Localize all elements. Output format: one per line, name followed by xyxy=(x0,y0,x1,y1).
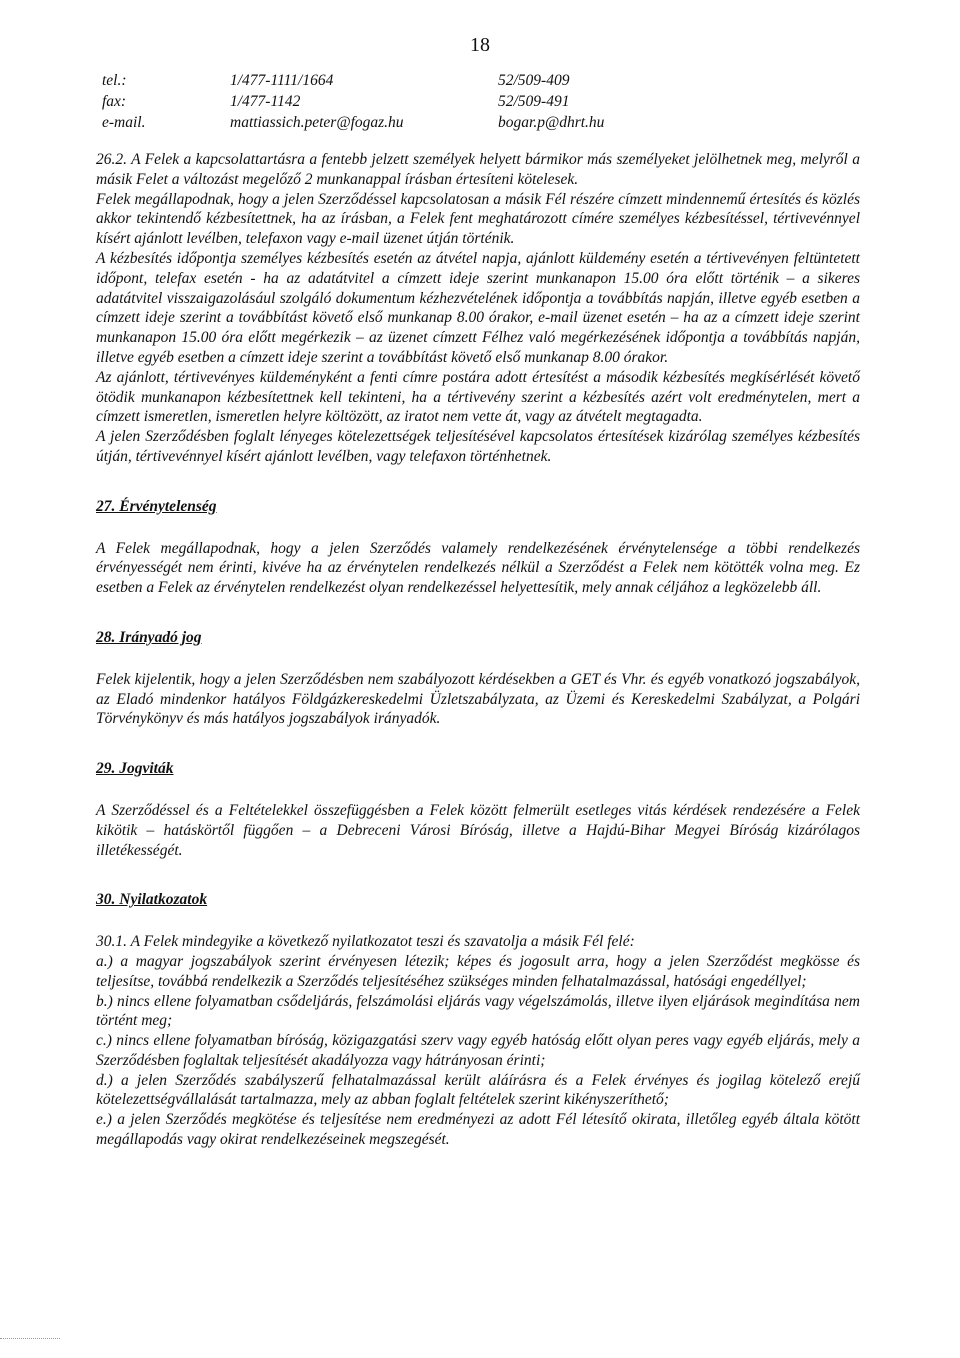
document-body xyxy=(96,150,860,1150)
contact-value: 52/509-491 xyxy=(498,93,570,110)
contact-label: fax: xyxy=(102,93,127,110)
scan-artifact xyxy=(0,1338,60,1340)
contact-value: 1/477-1142 xyxy=(230,93,301,110)
contact-value: 1/477-1111/1664 xyxy=(230,72,334,89)
contact-value: bogar.p@dhrt.hu xyxy=(498,114,605,131)
section-heading-30: 30. Nyilatkozatok xyxy=(96,891,208,909)
paragraph: Felek megállapodnak, hogy a jelen Szerződéssel kapcsolatosan a másik Fél részére címzett mindennemű értesítés és közlés akkor tekintendő kézbesítettnek, ha az írásban, a Felek fent meghatározott címére személyes kézbesítéssel, tértivevénnyel kísért ajánlott levélben, telefaxon vagy e-mail üzenet útján történik. xyxy=(96,190,860,248)
list-item: b.) nincs ellene folyamatban csődeljárás, felszámolási eljárás vagy végelszámolás, illetve ilyen eljárások megindítása nem történt meg; xyxy=(96,992,860,1030)
section-28-text: Felek kijelentik, hogy a jelen Szerződésben nem szabályozott kérdésekben a GET és Vhr. és egyéb vonatkozó jogszabályok, az Eladó mindenkor hatályos Földgázkereskedelmi Üzletszabályzata, az Üzemi és Kereskedelmi Szabályzat, a Polgári Törvénykönyv és más hatályos jogszabályok irányadók. xyxy=(96,670,860,728)
list-item: a.) a magyar jogszabályok szerint érvényesen létezik; képes és jogosult arra, hogy a jelen Szerződést megkösse és teljesítse, továbbá rendelkezik a Szerződés teljesítéséhez szükséges minden felhatalmazással, hatósági engedéllyel; xyxy=(96,952,860,990)
section-30-intro: 30.1. A Felek mindegyike a következő nyilatkozatot teszi és szavatolja a másik Fél felé: xyxy=(96,933,635,951)
page-number: 18 xyxy=(470,34,490,56)
paragraph: A kézbesítés időpontja személyes kézbesítés esetén az átvétel napja, ajánlott küldemény esetén a tértivevényen feltüntetett időpont, telefax esetén - ha az adatátvitel a címzett ideje szerint munkanapon 15.00 óra előtt történik – a sikeres adatátvitel visszaigazolásául szolgáló dokumentum kézhezvételének időpontja a továbbítás napján, illetve egyéb esetben a címzett ideje szerint a továbbítást követő első munkanap 8.00 órakor, e-mail üzenet esetén – ha az a címzett ideje szerint munkanapon 15.00 óra előtt megérkezik – az üzenet címzett Félhez való megérkezésének időpontja a továbbítás napján, illetve egyéb esetben a címzett ideje szerint a továbbítást követő első munkanap 8.00 órakor. xyxy=(96,249,860,366)
list-item: d.) a jelen Szerződés szabályszerű felhatalmazással került aláírásra és a Felek érvényes és jogilag kötelező erejű kötelezettségvállalását tartalmazza, mely az abban foglalt feltételek szerint kikényszeríthető; xyxy=(96,1071,860,1109)
section-26-2 xyxy=(96,150,860,467)
section-heading-28: 28. Irányadó jog xyxy=(96,628,202,646)
paragraph: 26.2. A Felek a kapcsolattartásra a fentebb jelzett személyek helyett bármikor más személyeket jelölhetnek meg, melyről a másik Felet a változást megelőző 2 munkanappal írásban értesíteni kötelesek. xyxy=(96,151,860,188)
paragraph: Az ajánlott, tértivevényes küldeményként a fenti címre postára adott értesítést a második kézbesítés megkísérlését követő ötödik munkanapon kézbesítettnek kell tekinteni, ha a tértivevény szerint a kézbesítés azért volt eredménytelen, mert a címzett ismeretlen, ismeretlen helyre költözött, az iratot nem vette át, vagy az átvételt megtagadta. xyxy=(96,368,860,426)
list-item: e.) a jelen Szerződés megkötése és teljesítése nem eredményezi az adott Fél létesítő okirata, illetőleg egyéb általa kötött megállapodás vagy okirat rendelkezéseinek megszegését. xyxy=(96,1111,860,1149)
section-29-text: A Szerződéssel és a Feltételekkel összefüggésben a Felek között felmerült esetleges vitás kérdések rendezésére a Felek kikötik – hatáskörtől függően – a Debreceni Városi Bíróság, illetve a Hajdú-Bihar Megyei Bíróság kizárólagos illetékességét. xyxy=(96,801,860,859)
list-item: c.) nincs ellene folyamatban bíróság, közigazgatási szerv vagy egyéb hatóság előtt olyan peres vagy egyéb eljárás, mely a Szerződésben foglaltak teljesítését akadályozza vagy hátrányosan érinti; xyxy=(96,1032,860,1069)
contact-label: e-mail. xyxy=(102,114,146,131)
section-27-text: A Felek megállapodnak, hogy a jelen Szerződés valamely rendelkezésének érvénytelensége a többi rendelkezés érvényességét nem érinti, kivéve ha az érvénytelen rendelkezés nélkül a Szerződést a Felek nem kötötték volna meg. Ez esetben a Felek az érvénytelen rendelkezést olyan rendelkezéssel helyettesítik, mely annak céljához a legközelebb áll. xyxy=(96,539,860,597)
contact-label: tel.: xyxy=(102,72,127,89)
section-heading-27: 27. Érvénytelenség xyxy=(96,497,217,515)
contact-value: mattiassich.peter@fogaz.hu xyxy=(230,114,404,131)
paragraph: A jelen Szerződésben foglalt lényeges kötelezettségek teljesítésével kapcsolatos értesítések kizárólag személyes kézbesítés útján, tértivevénnyel kísért ajánlott levélben, vagy telefaxon történhetnek. xyxy=(96,428,860,465)
section-heading-29: 29. Jogviták xyxy=(96,760,174,778)
contact-value: 52/509-409 xyxy=(498,72,570,89)
